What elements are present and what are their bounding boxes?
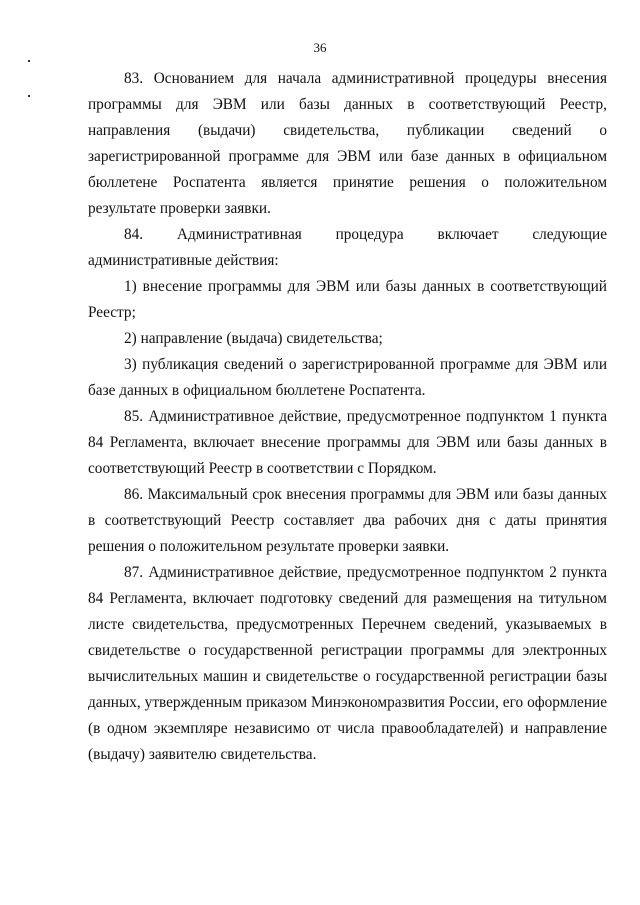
list-item-1: 1) внесение программы для ЭВМ или базы данных в соответствующий Реестр; <box>88 278 607 321</box>
document-body <box>88 66 607 768</box>
list-item-2: 2) направление (выдача) свидетельства; <box>124 330 383 347</box>
scan-mark <box>28 95 30 97</box>
paragraph-84: 84. Административная процедура включает следующие административные действия: <box>88 226 607 269</box>
paragraph-86: 86. Максимальный срок внесения программы для ЭВМ или базы данных в соответствующий Реестр составляет два рабочих дня с даты принятия решения о положительном результате проверки заявки. <box>88 486 607 555</box>
scan-mark <box>28 60 30 62</box>
page-number: 36 <box>313 40 327 55</box>
paragraph-87: 87. Административное действие, предусмотренное подпунктом 2 пункта 84 Регламента, включает подготовку сведений для размещения на титульном листе свидетельства, предусмотренных Перечнем сведений, указываемых в свидетельстве о государственной регистрации программы для электронных вычислительных машин и свидетельстве о государственной регистрации базы данных, утвержденным приказом Минэкономразвития России, его оформление (в одном экземпляре независимо от числа правообладателей) и направление (выдачу) заявителю свидетельства. <box>88 564 607 763</box>
paragraph-85: 85. Административное действие, предусмотренное подпунктом 1 пункта 84 Регламента, включает внесение программы для ЭВМ или базы данных в соответствующий Реестр в соответствии с Порядком. <box>88 408 607 477</box>
list-item-3: 3) публикация сведений о зарегистрированной программе для ЭВМ или базе данных в официальном бюллетене Роспатента. <box>88 356 607 399</box>
paragraph-83: 83. Основанием для начала административной процедуры внесения программы для ЭВМ или базы данных в соответствующий Реестр, направления (выдачи) свидетельства, публикации сведений о зарегистрированной программе для ЭВМ или базе данных в официальном бюллетене Роспатента является принятие решения о положительном результате проверки заявки. <box>88 70 607 217</box>
